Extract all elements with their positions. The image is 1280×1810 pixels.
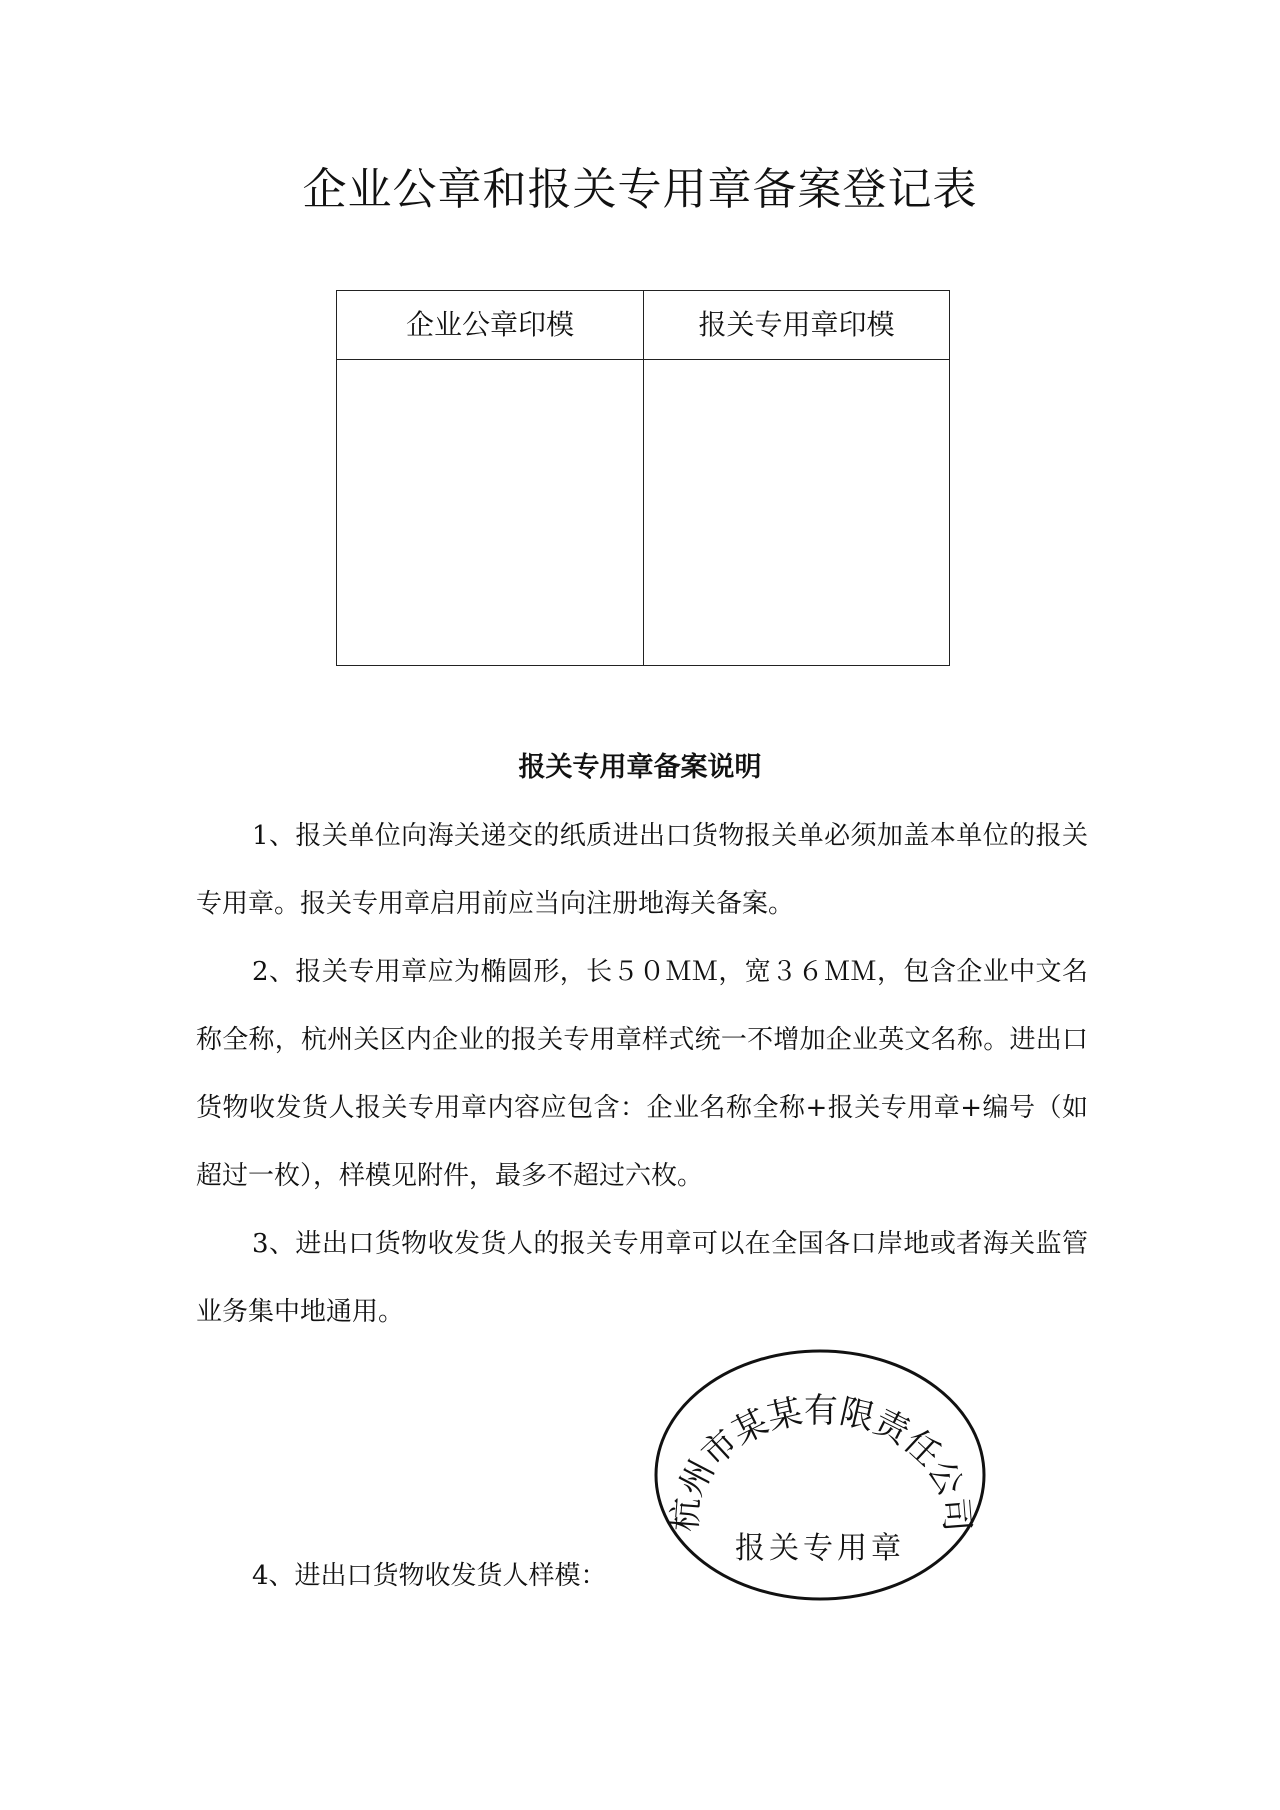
customs-seal-header: 报关专用章印模 — [698, 308, 895, 341]
customs-seal-impression-cell — [645, 361, 949, 665]
instruction-paragraph-2: 2、报关专用章应为椭圆形，长５０ＭＭ，宽３６ＭＭ，包含企业中文名称全称，杭州关区内企业的报关专用章样式统一不增加企业英文名称。进出口货物收发货人报关专用章内容应包含：企业名称全称+报关专用章+编号（如超过一枚），样模见附件，最多不超过六枚。 — [196, 957, 1088, 1191]
customs-seal-sample — [640, 1340, 1000, 1610]
instruction-item-4: 4、进出口货物收发货人样模： — [252, 1561, 607, 1591]
page-title: 企业公章和报关专用章备案登记表 — [302, 164, 978, 215]
company-seal-header: 企业公章印模 — [405, 308, 574, 341]
seal-company-name: 杭州市某某有限责任公司 — [665, 1390, 977, 1534]
seal-registration-table — [336, 290, 950, 666]
seal-label: 报关专用章 — [735, 1531, 905, 1566]
table-column-divider — [643, 291, 644, 665]
company-seal-impression-cell — [337, 361, 643, 665]
instruction-paragraph-1: 1、报关单位向海关递交的纸质进出口货物报关单必须加盖本单位的报关专用章。报关专用章启用前应当向注册地海关备案。 — [196, 821, 1088, 919]
instruction-paragraph-3: 3、进出口货物收发货人的报关专用章可以在全国各口岸地或者海关监管业务集中地通用。 — [196, 1229, 1088, 1327]
instructions-heading: 报关专用章备案说明 — [518, 752, 762, 783]
